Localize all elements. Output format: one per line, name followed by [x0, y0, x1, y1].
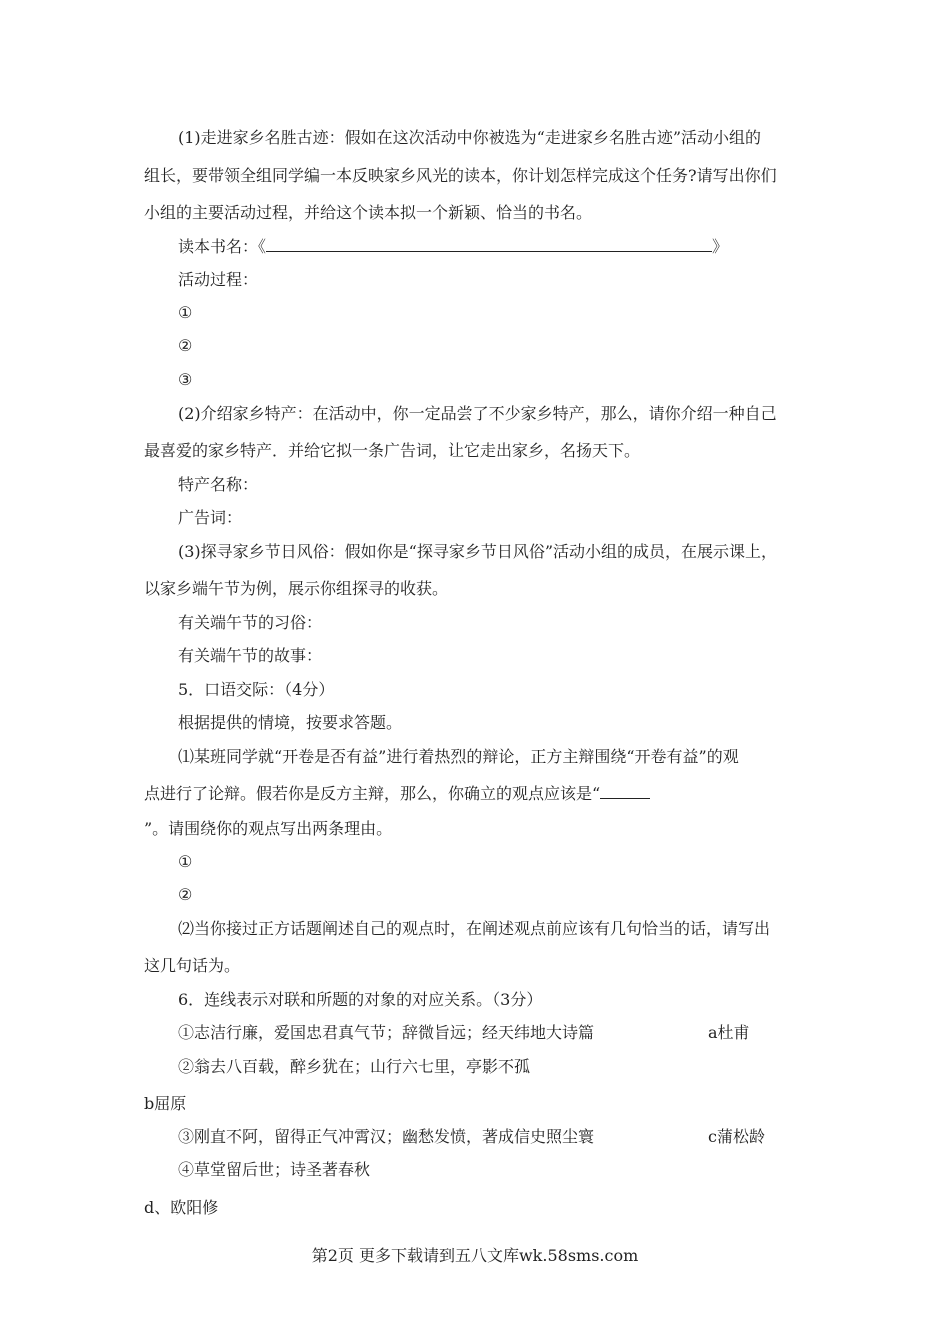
book-title-row: [178, 237, 728, 257]
item2-line2: 最喜爱的家乡特产．并给它拟一条广告词，让它走出家乡，名扬天下。: [144, 441, 641, 460]
q5-p2-line2: 这几句话为。: [144, 956, 241, 975]
page-footer: 第2页 更多下载请到五八文库wk.58sms.com: [311, 1246, 639, 1265]
item2-line1: (2)介绍家乡特产：在活动中，你一定品尝了不少家乡特产，那么，请你介绍一种自己: [178, 404, 777, 423]
item1-line2: 组长，要带领全组同学编一本反映家乡风光的读本，你计划怎样完成这个任务?请写出你们: [144, 166, 777, 185]
q6-answer-d: d、欧阳修: [144, 1198, 219, 1217]
q6-couplet-3: ③刚直不阿，留得正气冲霄汉；幽愁发愤，著成信史照尘寰: [178, 1127, 595, 1146]
q6-couplet-1: ①志洁行廉，爱国忠君真气节；辞微旨远；经天纬地大诗篇: [178, 1023, 595, 1042]
item1-line1: (1)走进家乡名胜古迹：假如在这次活动中你被选为“走进家乡名胜古迹”活动小组的: [178, 128, 762, 147]
q5-p1-line2-row: [144, 784, 650, 804]
q5-p1-line2: 点进行了论辩。假若你是反方主辩，那么，你确立的观点应该是“: [144, 784, 601, 803]
q5-p1-line3: ”。请围绕你的观点写出两条理由。: [144, 819, 393, 838]
process-circle-3: ③: [178, 370, 193, 389]
q5-circle-2: ②: [178, 885, 193, 904]
process-label: 活动过程：: [178, 270, 259, 289]
q5-circle-1: ①: [178, 852, 193, 871]
q6-heading: 6．连线表示对联和所题的对象的对应关系。（3分）: [178, 990, 543, 1009]
book-title-label: 读本书名：《: [178, 237, 267, 256]
q6-couplet-4: ④草堂留后世；诗圣著春秋: [178, 1160, 371, 1179]
book-title-close: 》: [712, 237, 729, 256]
product-label: 特产名称：: [178, 475, 259, 494]
q5-p2-line1: ⑵当你接过正方话题阐述自己的观点时，在阐述观点前应该有几句恰当的话，请写出: [178, 919, 771, 938]
q5-intro: 根据提供的情境，按要求答题。: [178, 713, 403, 732]
q6-answer-c: c蒲松龄: [708, 1127, 765, 1146]
item3-line1: (3)探寻家乡节日风俗：假如你是“探寻家乡节日风俗”活动小组的成员，在展示课上，: [178, 542, 778, 561]
item3-line2: 以家乡端午节为例，展示你组探寻的收获。: [144, 579, 449, 598]
custom-label: 有关端午节的习俗：: [178, 613, 323, 632]
story-label: 有关端午节的故事：: [178, 646, 323, 665]
q5-heading: 5．口语交际：（4分）: [178, 680, 335, 699]
ad-label: 广告词：: [178, 508, 243, 527]
item1-line3: 小组的主要活动过程，并给这个读本拟一个新颖、恰当的书名。: [144, 203, 593, 222]
q5-p1-line1: ⑴某班同学就“开卷是否有益”进行着热烈的辩论，正方主辩围绕“开卷有益”的观: [178, 747, 739, 766]
q6-answer-a: a杜甫: [708, 1023, 750, 1042]
q6-couplet-2: ②翁去八百载，醉乡犹在；山行六七里，亭影不孤: [178, 1057, 531, 1076]
process-circle-1: ①: [178, 303, 193, 322]
q6-answer-b: b屈原: [144, 1094, 187, 1113]
process-circle-2: ②: [178, 336, 193, 355]
book-title-blank[interactable]: [266, 237, 712, 252]
viewpoint-blank[interactable]: [600, 784, 650, 799]
